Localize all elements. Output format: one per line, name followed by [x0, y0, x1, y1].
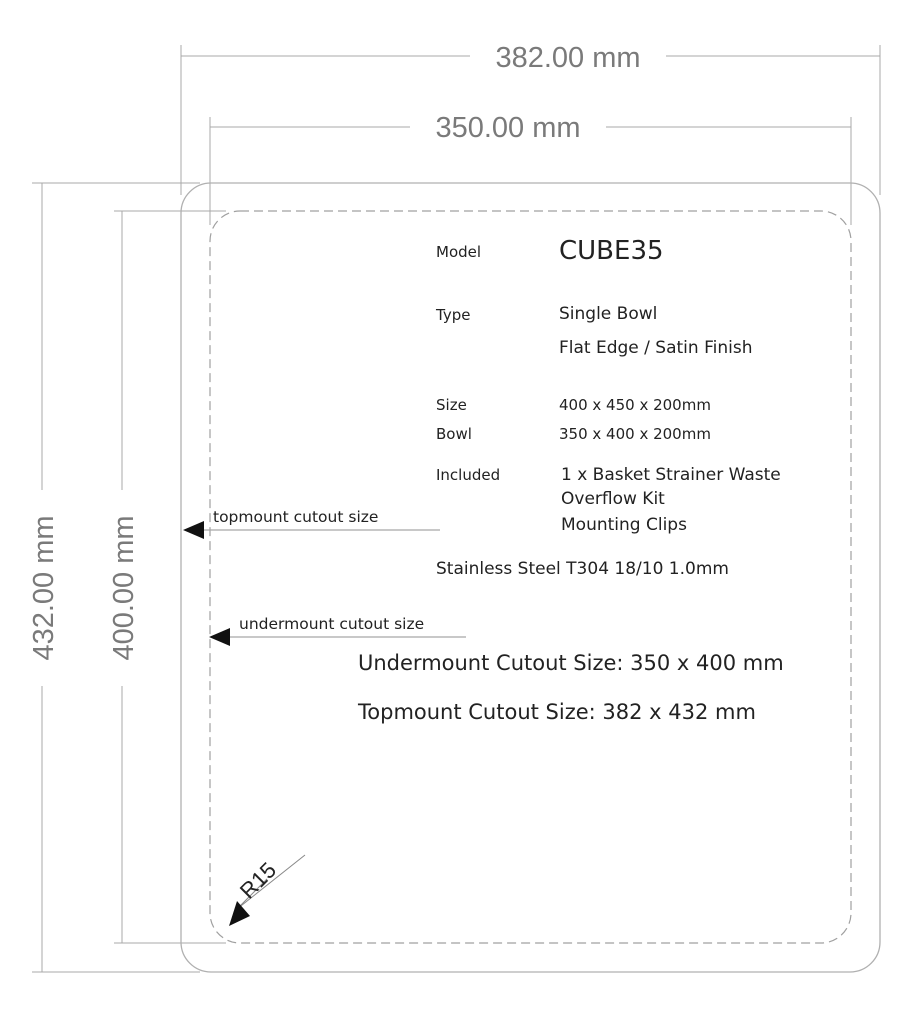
bowl-label: Bowl — [436, 425, 472, 443]
type-line-2: Flat Edge / Satin Finish — [559, 338, 753, 358]
material-text: Stainless Steel T304 18/10 1.0mm — [436, 559, 729, 579]
type-label: Type — [436, 306, 471, 324]
included-line-3: Mounting Clips — [561, 515, 687, 535]
dimension-text-432: 432.00 mm — [28, 515, 60, 661]
size-label: Size — [436, 396, 467, 414]
dimension-432 — [28, 183, 60, 972]
dimension-400 — [108, 211, 140, 943]
model-value: CUBE35 — [559, 236, 664, 266]
dimension-350 — [210, 112, 851, 144]
included-line-1: 1 x Basket Strainer Waste — [561, 465, 781, 485]
undermount-summary: Undermount Cutout Size: 350 x 400 mm — [358, 651, 784, 675]
dimension-text-400: 400.00 mm — [108, 515, 140, 661]
included-label: Included — [436, 466, 501, 484]
dimension-text-350: 350.00 mm — [435, 112, 581, 144]
bowl-value: 350 x 400 x 200mm — [559, 425, 711, 443]
topmount-annotation — [183, 508, 440, 539]
undermount-annotation-text: undermount cutout size — [239, 615, 425, 633]
radius-text: R15 — [234, 857, 282, 904]
radius-callout — [229, 855, 305, 926]
spec-block — [435, 236, 781, 579]
type-line-1: Single Bowl — [559, 304, 658, 324]
dimension-text-382: 382.00 mm — [495, 42, 641, 74]
arrow-left-icon — [209, 628, 230, 646]
arrow-diagonal-icon — [229, 901, 250, 926]
dimension-382 — [181, 42, 880, 74]
arrow-left-icon — [183, 521, 204, 539]
summary-block — [357, 651, 784, 724]
model-label: Model — [436, 243, 482, 261]
topmount-summary: Topmount Cutout Size: 382 x 432 mm — [358, 700, 756, 724]
undermount-annotation — [209, 615, 466, 646]
topmount-annotation-text: topmount cutout size — [213, 508, 379, 526]
size-value: 400 x 450 x 200mm — [559, 396, 711, 414]
included-line-2: Overflow Kit — [561, 489, 665, 509]
